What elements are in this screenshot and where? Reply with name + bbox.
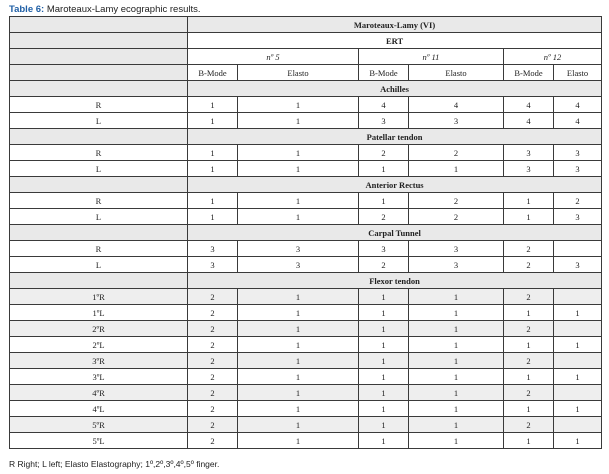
- value-cell: 1: [188, 161, 238, 177]
- table-row: [10, 145, 602, 161]
- value-cell: 1: [409, 369, 504, 385]
- value-cell: 1: [409, 161, 504, 177]
- table-caption: [9, 4, 201, 15]
- row-label: L: [10, 161, 188, 177]
- corner-cell: [10, 49, 188, 65]
- value-cell: 1: [188, 113, 238, 129]
- value-cell: 2: [359, 257, 409, 273]
- value-cell: 2: [188, 385, 238, 401]
- table-row: [10, 97, 602, 113]
- value-cell: 2: [188, 321, 238, 337]
- table-body: [10, 17, 602, 449]
- value-cell: 1: [238, 401, 359, 417]
- value-cell: 1: [238, 289, 359, 305]
- value-cell: 1: [359, 401, 409, 417]
- table-row: [10, 337, 602, 353]
- row-label: R: [10, 145, 188, 161]
- table-row: [10, 433, 602, 449]
- value-cell: 2: [188, 289, 238, 305]
- row-label: 4ºR: [10, 385, 188, 401]
- row-label: 1ºR: [10, 289, 188, 305]
- value-cell: 3: [554, 209, 602, 225]
- value-cell: 1: [504, 305, 554, 321]
- value-cell: 1: [238, 417, 359, 433]
- corner-cell: [10, 81, 188, 97]
- row-label: L: [10, 209, 188, 225]
- value-cell: 1: [409, 385, 504, 401]
- table-row: [10, 289, 602, 305]
- value-cell: 1: [504, 433, 554, 449]
- value-cell: 2: [409, 193, 504, 209]
- value-cell: 1: [359, 417, 409, 433]
- table-row: [10, 369, 602, 385]
- corner-cell: [10, 33, 188, 49]
- patient-header: nº 11: [359, 49, 504, 65]
- section-header: Flexor tendon: [188, 273, 602, 289]
- row-label: 5ºL: [10, 433, 188, 449]
- mode-header: Elasto: [554, 65, 602, 81]
- table-row: [10, 257, 602, 273]
- corner-cell: [10, 129, 188, 145]
- value-cell: 2: [188, 369, 238, 385]
- value-cell: 1: [554, 305, 602, 321]
- row-label: 4ºL: [10, 401, 188, 417]
- value-cell: 3: [238, 241, 359, 257]
- value-cell: 1: [238, 337, 359, 353]
- value-cell: 1: [188, 145, 238, 161]
- value-cell: 2: [504, 241, 554, 257]
- value-cell: 1: [409, 337, 504, 353]
- row-label: 1ºL: [10, 305, 188, 321]
- value-cell: 3: [504, 161, 554, 177]
- group-header: ERT: [188, 33, 602, 49]
- value-cell: 2: [504, 353, 554, 369]
- value-cell: 1: [238, 305, 359, 321]
- value-cell: 2: [504, 417, 554, 433]
- table-row: [10, 353, 602, 369]
- value-cell: 1: [409, 401, 504, 417]
- value-cell: 2: [188, 337, 238, 353]
- value-cell: 1: [238, 385, 359, 401]
- value-cell: 1: [504, 193, 554, 209]
- value-cell: [554, 241, 602, 257]
- value-cell: 1: [188, 97, 238, 113]
- mode-header: B-Mode: [188, 65, 238, 81]
- value-cell: 1: [359, 433, 409, 449]
- value-cell: 1: [359, 193, 409, 209]
- value-cell: 1: [238, 193, 359, 209]
- corner-cell: [10, 177, 188, 193]
- corner-cell: [10, 65, 188, 81]
- value-cell: 1: [238, 321, 359, 337]
- section-header: Anterior Rectus: [188, 177, 602, 193]
- value-cell: 1: [188, 209, 238, 225]
- value-cell: 1: [238, 145, 359, 161]
- value-cell: 1: [238, 97, 359, 113]
- value-cell: 3: [409, 257, 504, 273]
- value-cell: 1: [359, 161, 409, 177]
- caption-text: Maroteaux-Lamy ecographic results.: [46, 4, 201, 15]
- value-cell: 1: [359, 385, 409, 401]
- value-cell: 2: [188, 305, 238, 321]
- value-cell: 1: [554, 433, 602, 449]
- value-cell: 3: [359, 113, 409, 129]
- section-header: Carpal Tunnel: [188, 225, 602, 241]
- value-cell: 1: [238, 353, 359, 369]
- mode-header: B-Mode: [504, 65, 554, 81]
- value-cell: 1: [504, 209, 554, 225]
- table-title: Maroteaux-Lamy (VI): [188, 17, 602, 33]
- value-cell: [554, 289, 602, 305]
- value-cell: 1: [238, 113, 359, 129]
- value-cell: 1: [504, 401, 554, 417]
- value-cell: 3: [554, 257, 602, 273]
- patient-header: nº 5: [188, 49, 359, 65]
- table-row: [10, 417, 602, 433]
- section-header: Achilles: [188, 81, 602, 97]
- table-row: [10, 401, 602, 417]
- value-cell: 1: [409, 433, 504, 449]
- value-cell: 1: [359, 305, 409, 321]
- value-cell: 1: [409, 289, 504, 305]
- value-cell: 4: [409, 97, 504, 113]
- results-table: [9, 16, 602, 449]
- value-cell: 2: [504, 257, 554, 273]
- row-label: 3ºL: [10, 369, 188, 385]
- row-label: 2ºR: [10, 321, 188, 337]
- table-row: [10, 241, 602, 257]
- value-cell: 3: [238, 257, 359, 273]
- row-label: R: [10, 241, 188, 257]
- value-cell: 1: [238, 433, 359, 449]
- table-row: [10, 113, 602, 129]
- table-row: [10, 209, 602, 225]
- row-label: R: [10, 97, 188, 113]
- value-cell: 1: [359, 289, 409, 305]
- value-cell: 2: [554, 193, 602, 209]
- patient-header: nº 12: [504, 49, 602, 65]
- value-cell: 3: [409, 113, 504, 129]
- value-cell: 1: [554, 369, 602, 385]
- mode-header: Elasto: [238, 65, 359, 81]
- value-cell: 2: [504, 385, 554, 401]
- value-cell: 3: [188, 257, 238, 273]
- value-cell: 1: [359, 337, 409, 353]
- value-cell: [554, 321, 602, 337]
- value-cell: 1: [504, 337, 554, 353]
- value-cell: 1: [409, 353, 504, 369]
- table-footnote: R Right; L left; Elasto Elastography; 1º,2º,3º,4º,5º finger.: [9, 459, 220, 469]
- value-cell: 4: [359, 97, 409, 113]
- value-cell: [554, 385, 602, 401]
- corner-cell: [10, 17, 188, 33]
- corner-cell: [10, 225, 188, 241]
- table-row: [10, 305, 602, 321]
- value-cell: 2: [188, 401, 238, 417]
- value-cell: 3: [359, 241, 409, 257]
- row-label: L: [10, 257, 188, 273]
- mode-header: B-Mode: [359, 65, 409, 81]
- value-cell: 1: [238, 161, 359, 177]
- value-cell: 1: [238, 369, 359, 385]
- value-cell: 1: [409, 417, 504, 433]
- row-label: 3ºR: [10, 353, 188, 369]
- value-cell: 2: [409, 145, 504, 161]
- corner-cell: [10, 273, 188, 289]
- value-cell: 3: [409, 241, 504, 257]
- value-cell: 1: [238, 209, 359, 225]
- value-cell: 3: [554, 145, 602, 161]
- value-cell: [554, 353, 602, 369]
- value-cell: 2: [504, 289, 554, 305]
- value-cell: 2: [188, 353, 238, 369]
- value-cell: 1: [504, 369, 554, 385]
- value-cell: 1: [359, 353, 409, 369]
- value-cell: 4: [504, 113, 554, 129]
- table-row: [10, 385, 602, 401]
- value-cell: 2: [188, 433, 238, 449]
- value-cell: 2: [409, 209, 504, 225]
- table-row: [10, 321, 602, 337]
- value-cell: 1: [409, 305, 504, 321]
- value-cell: 2: [359, 145, 409, 161]
- value-cell: 3: [504, 145, 554, 161]
- value-cell: 4: [554, 97, 602, 113]
- value-cell: 1: [554, 337, 602, 353]
- value-cell: 3: [554, 161, 602, 177]
- mode-header: Elasto: [409, 65, 504, 81]
- value-cell: 1: [188, 193, 238, 209]
- row-label: 2ºL: [10, 337, 188, 353]
- value-cell: 1: [554, 401, 602, 417]
- row-label: L: [10, 113, 188, 129]
- value-cell: [554, 417, 602, 433]
- value-cell: 2: [188, 417, 238, 433]
- value-cell: 1: [409, 321, 504, 337]
- value-cell: 4: [504, 97, 554, 113]
- value-cell: 4: [554, 113, 602, 129]
- row-label: R: [10, 193, 188, 209]
- table-row: [10, 161, 602, 177]
- caption-label: Table 6:: [9, 4, 45, 15]
- value-cell: 1: [359, 321, 409, 337]
- row-label: 5ºR: [10, 417, 188, 433]
- table-row: [10, 193, 602, 209]
- value-cell: 2: [504, 321, 554, 337]
- value-cell: 3: [188, 241, 238, 257]
- value-cell: 2: [359, 209, 409, 225]
- section-header: Patellar tendon: [188, 129, 602, 145]
- value-cell: 1: [359, 369, 409, 385]
